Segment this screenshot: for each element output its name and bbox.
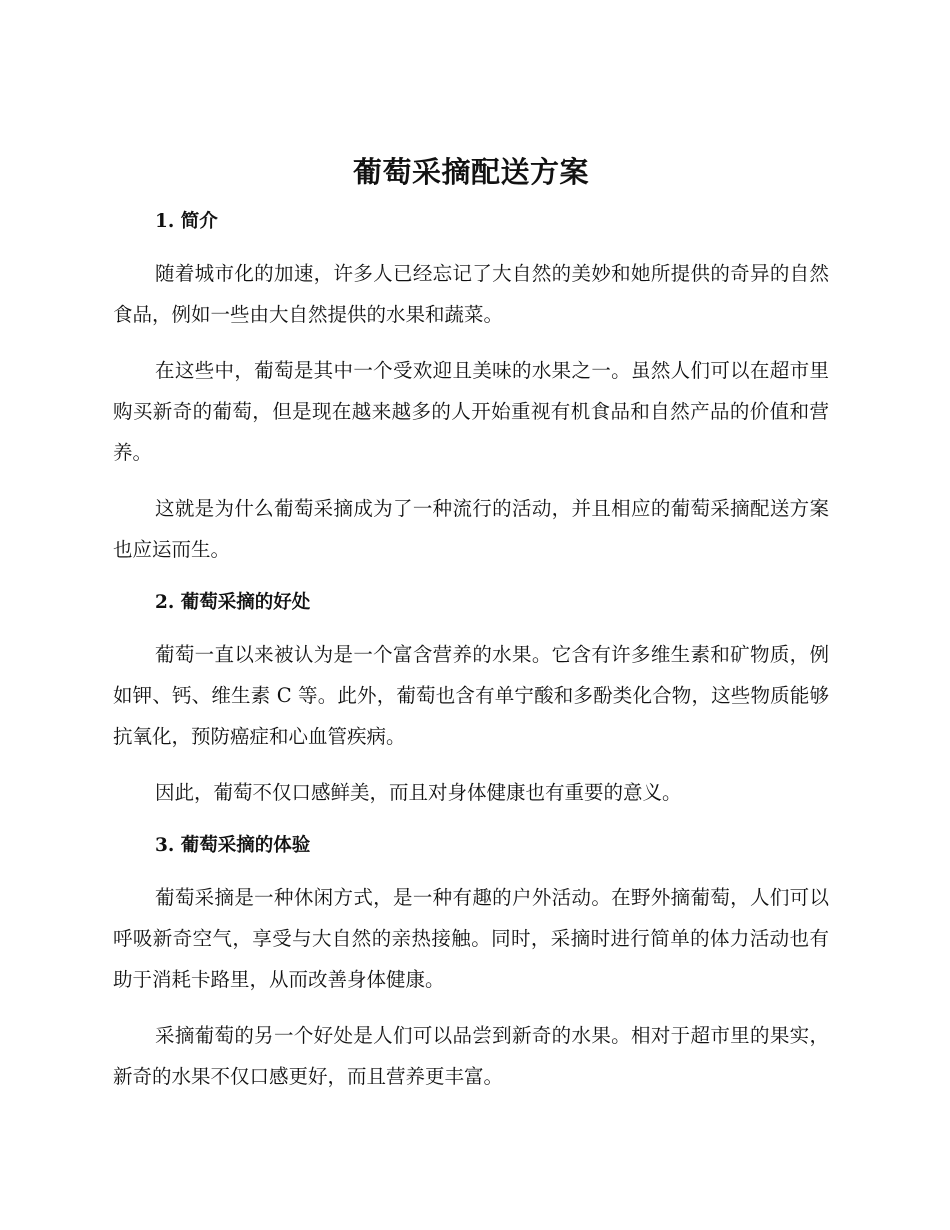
section-heading-experience: 3. 葡萄采摘的体验 bbox=[155, 835, 311, 856]
paragraph: 这就是为什么葡萄采摘成为了一种流行的活动，并且相应的葡萄采摘配送方案也应运而生。 bbox=[113, 497, 829, 561]
section-heading-benefits: 2. 葡萄采摘的好处 bbox=[155, 592, 311, 613]
paragraph: 葡萄采摘是一种休闲方式，是一种有趣的户外活动。在野外摘葡萄，人们可以呼吸新奇空气，享受与大自然的亲热接触。同时，采摘时进行简单的体力活动也有助于消耗卡路里，从而改善身体健康。 bbox=[113, 886, 829, 991]
document-body bbox=[113, 150, 829, 1097]
paragraph: 采摘葡萄的另一个好处是人们可以品尝到新奇的水果。相对于超市里的果实，新奇的水果不仅口感更好，而且营养更丰富。 bbox=[113, 1024, 829, 1088]
paragraph: 葡萄一直以来被认为是一个富含营养的水果。它含有许多维生素和矿物质，例如钾、钙、维生素 C 等。此外，葡萄也含有单宁酸和多酚类化合物，这些物质能够抗氧化，预防癌症和心血管疾病。 bbox=[113, 643, 829, 748]
document-title: 葡萄采摘配送方案 bbox=[352, 155, 589, 189]
paragraph: 在这些中，葡萄是其中一个受欢迎且美味的水果之一。虽然人们可以在超市里购买新奇的葡萄，但是现在越来越多的人开始重视有机食品和自然产品的价值和营养。 bbox=[113, 359, 829, 464]
section-heading-intro: 1. 简介 bbox=[155, 211, 218, 232]
paragraph: 因此，葡萄不仅口感鲜美，而且对身体健康也有重要的意义。 bbox=[155, 781, 682, 804]
paragraph: 随着城市化的加速，许多人已经忘记了大自然的美妙和她所提供的奇异的自然食品，例如一些由大自然提供的水果和蔬菜。 bbox=[113, 262, 829, 326]
